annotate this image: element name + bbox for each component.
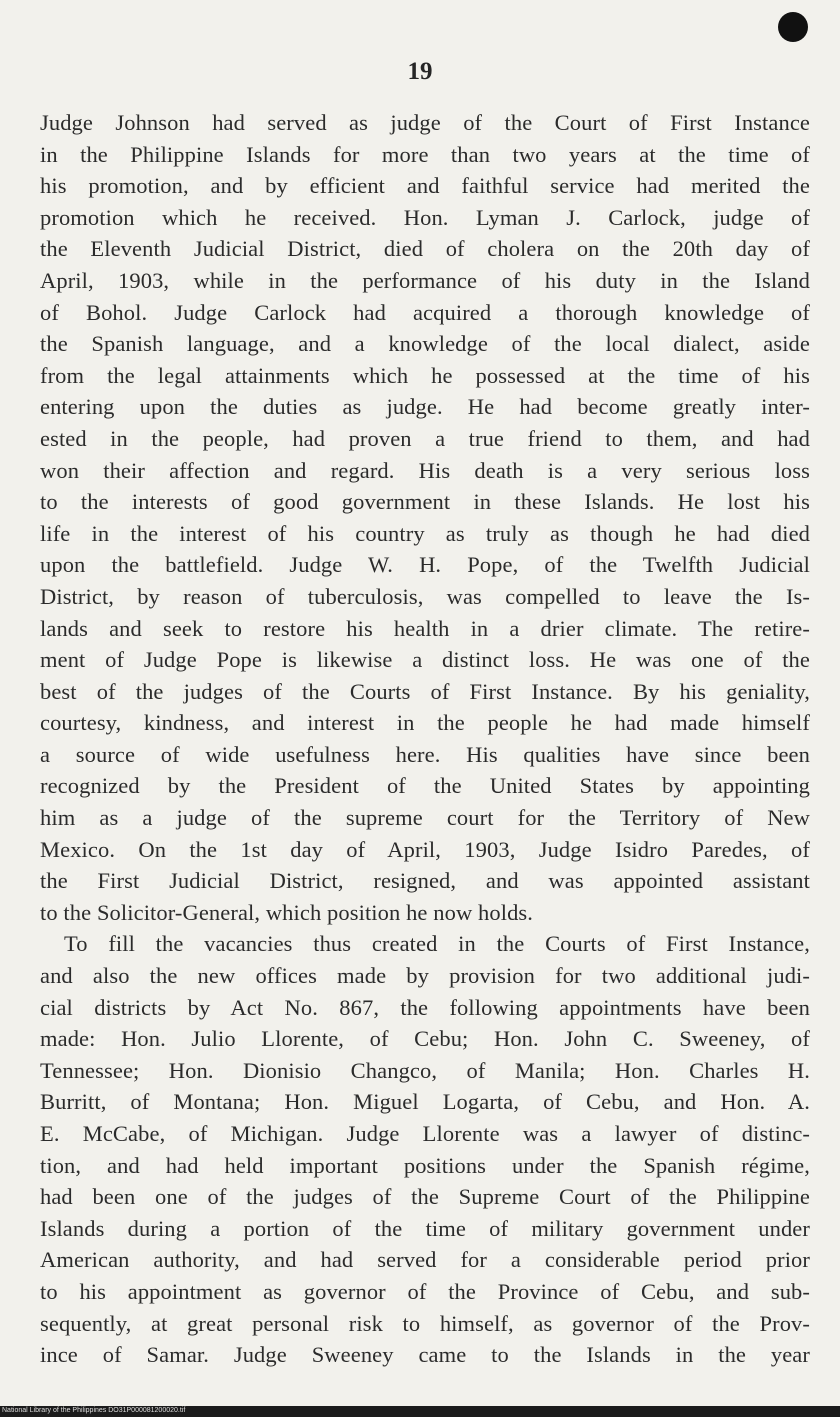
- text-line: Burritt, of Montana; Hon. Miguel Logarta, of Cebu, and Hon. A.: [40, 1089, 810, 1115]
- text-line: the First Judicial District, resigned, and was appointed assistant: [40, 868, 810, 894]
- text-line: his promotion, and by efficient and faithful service had merited the: [40, 173, 810, 199]
- paragraph-2: [40, 928, 810, 1370]
- text-line: cial districts by Act No. 867, the following appointments have been: [40, 994, 810, 1020]
- text-line: District, by reason of tuberculosis, was compelled to leave the Is-: [40, 583, 810, 609]
- text-line: entering upon the duties as judge. He had become greatly inter-: [40, 394, 810, 420]
- text-line: him as a judge of the supreme court for the Territory of New: [40, 805, 810, 831]
- ink-blot: [778, 12, 808, 42]
- text-line: To fill the vacancies thus created in the Courts of First Instance,: [64, 931, 810, 957]
- text-line: life in the interest of his country as truly as though he had died: [40, 520, 810, 546]
- text-line: a source of wide usefulness here. His qualities have since been: [40, 741, 810, 767]
- text-line: ment of Judge Pope is likewise a distinct loss. He was one of the: [40, 647, 810, 673]
- text-line: ested in the people, had proven a true friend to them, and had: [40, 425, 810, 451]
- text-line: Judge Johnson had served as judge of the Court of First Instance: [40, 110, 810, 135]
- text-line: American authority, and had served for a considerable period prior: [40, 1247, 810, 1273]
- text-line: in the Philippine Islands for more than two years at the time of: [40, 141, 810, 167]
- text-line: promotion which he received. Hon. Lyman J. Carlock, judge of: [40, 204, 810, 230]
- page-number: 19: [407, 58, 433, 85]
- text-line: Mexico. On the 1st day of April, 1903, Judge Isidro Paredes, of: [40, 836, 810, 862]
- text-line: recognized by the President of the United States by appointing: [40, 773, 810, 799]
- text-line: made: Hon. Julio Llorente, of Cebu; Hon. John C. Sweeney, of: [40, 1026, 810, 1052]
- text-line: best of the judges of the Courts of First Instance. By his geniality,: [40, 678, 810, 704]
- text-line: won their affection and regard. His death is a very serious loss: [40, 457, 810, 483]
- paragraph-1: [40, 107, 810, 928]
- text-line: the Eleventh Judicial District, died of cholera on the 20th day of: [40, 236, 810, 262]
- text-line: to the interests of good government in these Islands. He lost his: [40, 489, 810, 515]
- text-line: sequently, at great personal risk to himself, as governor of the Prov-: [40, 1310, 810, 1336]
- text-line: tion, and had held important positions under the Spanish régime,: [40, 1152, 810, 1178]
- text-line: E. McCabe, of Michigan. Judge Llorente was a lawyer of distinc-: [40, 1121, 810, 1146]
- text-line: had been one of the judges of the Supreme Court of the Philippine: [40, 1184, 810, 1210]
- footer-caption: National Library of the Philippines DO31P000081200020.tif: [2, 1407, 186, 1414]
- text-line: Tennessee; Hon. Dionisio Changco, of Manila; Hon. Charles H.: [40, 1057, 810, 1083]
- text-line: ince of Samar. Judge Sweeney came to the Islands in the year: [40, 1342, 810, 1368]
- text-line: to his appointment as governor of the Province of Cebu, and sub-: [40, 1278, 810, 1304]
- text-line: the Spanish language, and a knowledge of the local dialect, aside: [40, 331, 810, 357]
- text-line: lands and seek to restore his health in a drier climate. The retire-: [40, 615, 810, 641]
- text-line: April, 1903, while in the performance of his duty in the Island: [40, 267, 810, 293]
- document-body: [40, 107, 810, 1371]
- text-line: Islands during a portion of the time of military government under: [40, 1215, 810, 1241]
- text-line: of Bohol. Judge Carlock had acquired a thorough knowledge of: [40, 299, 810, 325]
- text-line: courtesy, kindness, and interest in the people he had made himself: [40, 710, 810, 736]
- text-line: from the legal attainments which he possessed at the time of his: [40, 362, 810, 388]
- text-line: upon the battlefield. Judge W. H. Pope, of the Twelfth Judicial: [40, 552, 810, 578]
- text-line: to the Solicitor-General, which position he now holds.: [40, 899, 533, 925]
- text-line: and also the new offices made by provision for two additional judi-: [40, 963, 810, 989]
